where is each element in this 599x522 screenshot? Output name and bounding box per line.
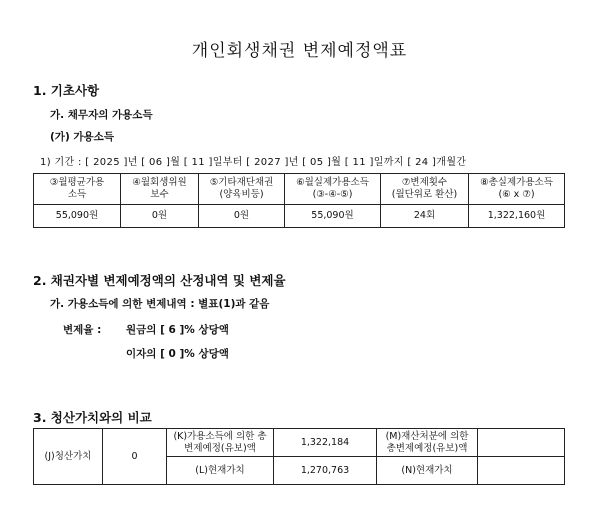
table-cell: 0원 <box>199 205 285 228</box>
period-text: 1) 기간 : [ 2025 ]년 [ 06 ]월 [ 11 ]일부터 [ 2027 ]년 [ 05 ]월 [ 11 ]일까지 [ 24 ]개월간 <box>40 157 467 168</box>
liquidation-table <box>33 428 565 485</box>
header-monthly-income: ③월평균가용 소득 <box>34 174 121 205</box>
header-other-claims: ⑤기타재단채권 (양육비등) <box>199 174 285 205</box>
income-table-value-row <box>34 205 565 228</box>
section2-sub-a: 가. 가용소득에 의한 변제내역 : 별표(1)과 같음 <box>50 298 270 310</box>
section1-sub-a: 가. 채무자의 가용소득 <box>50 109 153 121</box>
liquidation-value: 0 <box>103 429 167 485</box>
table-cell: 24회 <box>381 205 469 228</box>
header-trustee-fee: ④월회생위원 보수 <box>121 174 199 205</box>
section3-heading: 3. 청산가치와의 비교 <box>33 410 152 425</box>
table-row <box>34 429 565 457</box>
k-label: (K)가용소득에 의한 총 변제예정(유보)액 <box>167 429 274 457</box>
table-cell: 55,090원 <box>285 205 381 228</box>
header-actual-income: ⑥월실제가용소득 (③-④-⑤) <box>285 174 381 205</box>
interest-rate: 이자의 [ 0 ]% 상당액 <box>126 348 229 360</box>
m-label: (M)재산처분에 의한 총변제예정(유보)액 <box>377 429 478 457</box>
liquidation-label: (J)청산가치 <box>34 429 103 485</box>
table-cell: 0원 <box>121 205 199 228</box>
principal-rate: 원금의 [ 6 ]% 상당액 <box>126 324 229 336</box>
n-value <box>478 457 565 485</box>
income-table <box>33 173 565 228</box>
table-cell: 1,322,160원 <box>469 205 565 228</box>
header-payment-count: ⑦변제횟수 (월단위로 환산) <box>381 174 469 205</box>
section2-heading: 2. 채권자별 변제예정액의 산정내역 및 변제율 <box>33 273 286 288</box>
section1-sub-b: (가) 가용소득 <box>50 131 114 143</box>
k-value: 1,322,184 <box>274 429 377 457</box>
header-total-income: ⑧총실제가용소득 (⑥ x ⑦) <box>469 174 565 205</box>
l-label: (L)현재가치 <box>167 457 274 485</box>
page-title: 개인회생채권 변제예정액표 <box>191 41 408 61</box>
rate-label: 변제율 : <box>63 324 102 336</box>
section1-heading: 1. 기초사항 <box>33 83 100 98</box>
m-value <box>478 429 565 457</box>
n-label: (N)현재가치 <box>377 457 478 485</box>
table-cell: 55,090원 <box>34 205 121 228</box>
income-table-header-row <box>34 174 565 205</box>
l-value: 1,270,763 <box>274 457 377 485</box>
